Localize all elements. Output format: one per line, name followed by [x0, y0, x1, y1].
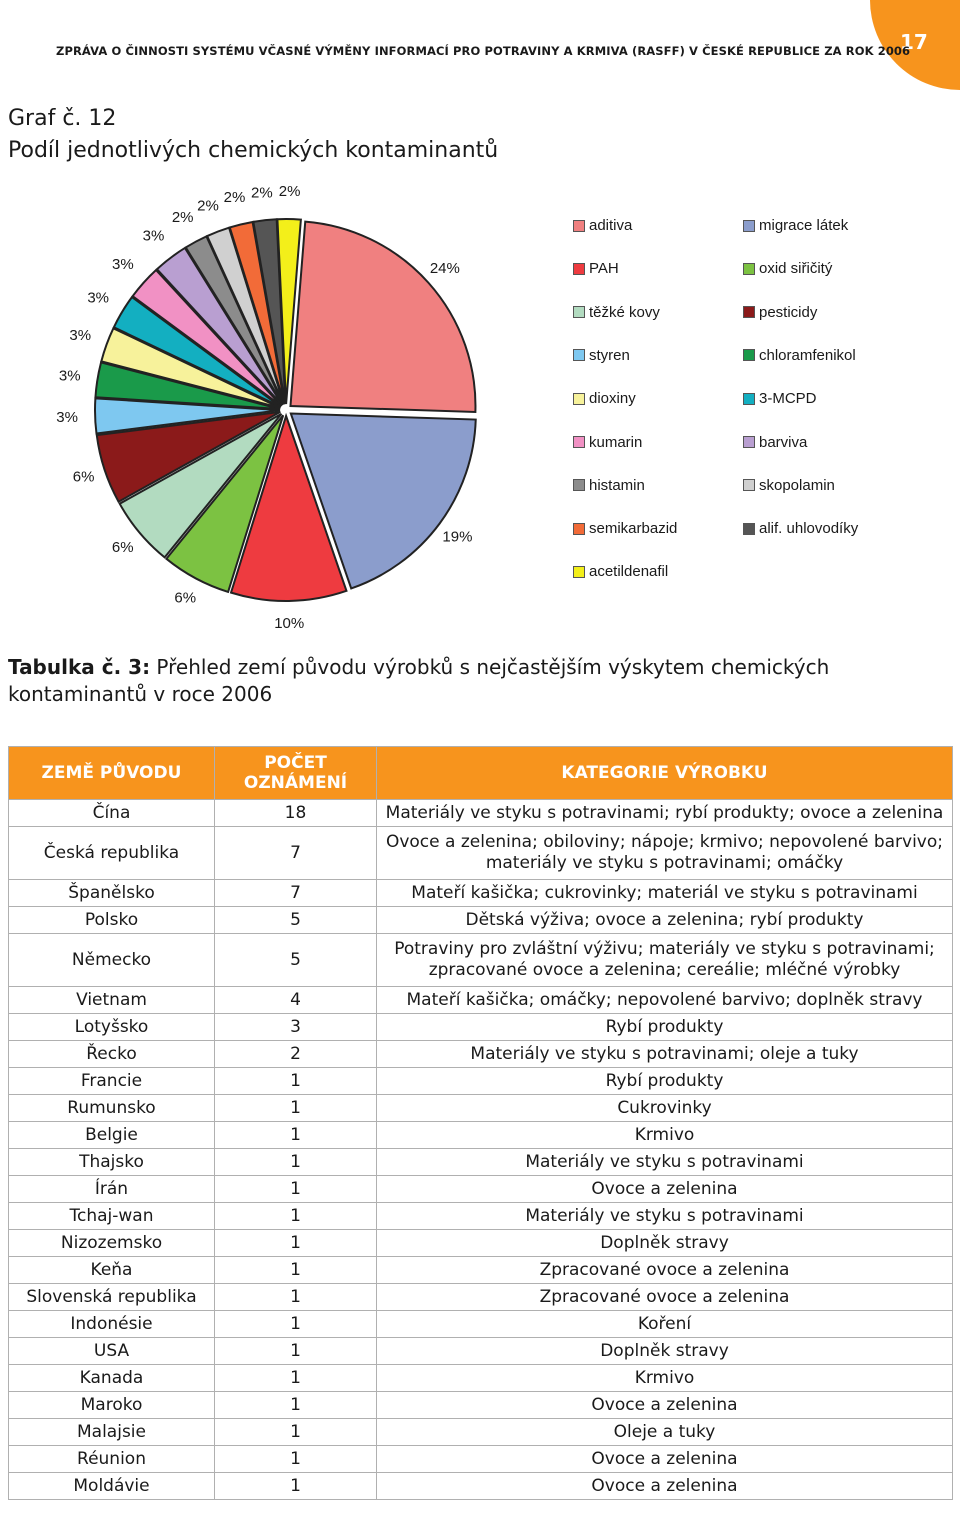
legend-label: pesticidy	[759, 303, 818, 321]
category-cell: Ovoce a zelenina	[377, 1473, 953, 1500]
country-cell: Tchaj-wan	[9, 1203, 215, 1230]
country-cell: Česká republika	[9, 827, 215, 880]
legend-item	[573, 304, 660, 321]
legend-item	[743, 477, 835, 494]
pie-value-label: 10%	[274, 614, 305, 630]
legend-item	[743, 347, 856, 364]
country-cell: Indonésie	[9, 1311, 215, 1338]
count-cell: 1	[215, 1419, 377, 1446]
category-cell: Dětská výživa; ovoce a zelenina; rybí produkty	[377, 907, 953, 934]
pie-value-label: 24%	[429, 260, 460, 278]
table-row	[9, 800, 953, 827]
legend-item	[573, 217, 632, 234]
table-row	[9, 1068, 953, 1095]
chart-number: Graf č. 12	[8, 106, 117, 131]
legend-item	[573, 563, 668, 580]
category-cell: Zpracované ovoce a zelenina	[377, 1284, 953, 1311]
table-row	[9, 1311, 953, 1338]
country-cell: Rumunsko	[9, 1095, 215, 1122]
country-cell: Kanada	[9, 1365, 215, 1392]
table-row	[9, 880, 953, 907]
table-row	[9, 1122, 953, 1149]
report-header: ZPRÁVA O ČINNOSTI SYSTÉMU VČASNÉ VÝMĚNY INFORMACÍ PRO POTRAVINY A KRMIVA (RASFF) V ČESKÉ REPUBLICE ZA ROK 2006	[56, 44, 911, 58]
count-cell: 1	[215, 1095, 377, 1122]
legend-label: dioxiny	[589, 390, 636, 408]
column-header-country: ZEMĚ PŮVODU	[9, 747, 215, 800]
count-cell: 1	[215, 1176, 377, 1203]
table-row	[9, 987, 953, 1014]
category-cell: Potraviny pro zvláštní výživu; materiály ve styku s potravinami; zpracované ovoce a zelenina; cereálie; mléčné výrobky	[377, 934, 953, 987]
legend-swatch	[743, 523, 755, 535]
legend-label: aditiva	[589, 217, 633, 234]
page-number: 17	[900, 30, 928, 54]
country-cell: Nizozemsko	[9, 1230, 215, 1257]
count-cell: 3	[215, 1014, 377, 1041]
count-cell: 18	[215, 800, 377, 827]
country-cell: Čína	[9, 800, 215, 827]
table-row	[9, 1284, 953, 1311]
count-cell: 1	[215, 1446, 377, 1473]
table-caption-label: Tabulka č. 3:	[8, 655, 151, 679]
category-cell: Doplněk stravy	[377, 1230, 953, 1257]
legend-label: acetildenafil	[589, 563, 669, 581]
legend-swatch	[573, 523, 585, 535]
country-cell: Lotyšsko	[9, 1014, 215, 1041]
category-cell: Ovoce a zelenina	[377, 1392, 953, 1419]
legend-label: kumarin	[589, 433, 643, 451]
legend-swatch	[573, 436, 585, 448]
legend-item	[573, 347, 630, 364]
country-cell: Belgie	[9, 1122, 215, 1149]
country-cell: Slovenská republika	[9, 1284, 215, 1311]
pie-value-label: 2%	[278, 183, 301, 201]
category-cell: Koření	[377, 1311, 953, 1338]
count-cell: 1	[215, 1284, 377, 1311]
table-row	[9, 1419, 953, 1446]
pie-value-label: 2%	[171, 208, 194, 226]
category-cell: Ovoce a zelenina	[377, 1446, 953, 1473]
legend-label: 3-MCPD	[759, 390, 817, 408]
legend-swatch	[743, 263, 755, 275]
category-cell: Rybí produkty	[377, 1068, 953, 1095]
legend-swatch	[573, 566, 585, 578]
legend-swatch	[743, 220, 755, 232]
table-row	[9, 1149, 953, 1176]
country-cell: Maroko	[9, 1392, 215, 1419]
category-cell: Mateří kašička; omáčky; nepovolené barvivo; doplněk stravy	[377, 987, 953, 1014]
legend-label: barviva	[759, 433, 808, 451]
pie-value-label: 19%	[442, 528, 473, 546]
country-cell: Réunion	[9, 1446, 215, 1473]
pie-value-label: 3%	[87, 289, 110, 307]
country-cell: Keňa	[9, 1257, 215, 1284]
count-cell: 2	[215, 1041, 377, 1068]
legend-item	[743, 520, 858, 537]
table-row	[9, 1230, 953, 1257]
legend-label: styren	[589, 346, 630, 364]
country-table	[8, 746, 953, 1500]
category-cell: Oleje a tuky	[377, 1419, 953, 1446]
count-cell: 5	[215, 934, 377, 987]
table-row	[9, 1095, 953, 1122]
category-cell: Rybí produkty	[377, 1014, 953, 1041]
category-cell: Materiály ve styku s potravinami	[377, 1203, 953, 1230]
legend-label: skopolamin	[759, 476, 835, 494]
pie-value-label: 3%	[58, 367, 81, 385]
country-cell: Moldávie	[9, 1473, 215, 1500]
count-cell: 1	[215, 1230, 377, 1257]
category-cell: Materiály ve styku s potravinami	[377, 1149, 953, 1176]
count-cell: 5	[215, 907, 377, 934]
count-cell: 1	[215, 1203, 377, 1230]
count-cell: 7	[215, 880, 377, 907]
country-cell: Španělsko	[9, 880, 215, 907]
table-row	[9, 1473, 953, 1500]
legend-item	[573, 434, 642, 451]
pie-value-label: 6%	[174, 589, 197, 607]
category-cell: Zpracované ovoce a zelenina	[377, 1257, 953, 1284]
count-cell: 1	[215, 1122, 377, 1149]
category-cell: Ovoce a zelenina; obiloviny; nápoje; krmivo; nepovolené barvivo; materiály ve styku s potravinami; omáčky	[377, 827, 953, 880]
legend-item	[743, 434, 807, 451]
country-cell: Francie	[9, 1068, 215, 1095]
category-cell: Materiály ve styku s potravinami; oleje a tuky	[377, 1041, 953, 1068]
legend-swatch	[743, 349, 755, 361]
legend-item	[573, 520, 677, 537]
legend-label: histamin	[589, 476, 645, 494]
table-row	[9, 827, 953, 880]
legend-label: oxid siřičitý	[759, 260, 833, 278]
legend-item	[743, 217, 848, 234]
country-cell: Thajsko	[9, 1149, 215, 1176]
country-cell: Vietnam	[9, 987, 215, 1014]
table-row	[9, 934, 953, 987]
table-row	[9, 1176, 953, 1203]
legend-swatch	[743, 479, 755, 491]
table-row	[9, 1365, 953, 1392]
pie-value-label: 3%	[142, 227, 165, 245]
pie-value-label: 3%	[56, 408, 78, 426]
count-cell: 1	[215, 1149, 377, 1176]
category-cell: Cukrovinky	[377, 1095, 953, 1122]
pie-value-label: 3%	[69, 326, 92, 344]
count-cell: 1	[215, 1473, 377, 1500]
pie-value-label: 2%	[223, 189, 246, 207]
count-cell: 1	[215, 1338, 377, 1365]
table-row	[9, 1203, 953, 1230]
legend-swatch	[743, 306, 755, 318]
table-row	[9, 1257, 953, 1284]
legend-swatch	[573, 349, 585, 361]
country-cell: USA	[9, 1338, 215, 1365]
pie-value-label: 6%	[111, 538, 134, 556]
table-caption-text: Přehled zemí původu výrobků s nejčastějším výskytem chemických kontaminantů v roce 2006	[8, 655, 830, 706]
pie-value-label: 2%	[251, 184, 273, 202]
column-header-category: KATEGORIE VÝROBKU	[377, 747, 953, 800]
country-cell: Německo	[9, 934, 215, 987]
legend-swatch	[573, 479, 585, 491]
legend-item	[743, 260, 832, 277]
category-cell: Ovoce a zelenina	[377, 1176, 953, 1203]
legend-item	[573, 260, 619, 277]
category-cell: Materiály ve styku s potravinami; rybí produkty; ovoce a zelenina	[377, 800, 953, 827]
pie-value-label: 6%	[72, 468, 95, 486]
legend-label: alif. uhlovodíky	[759, 520, 859, 538]
legend-swatch	[743, 436, 755, 448]
table-body	[9, 800, 953, 1500]
country-cell: Írán	[9, 1176, 215, 1203]
legend-label: migrace látek	[759, 217, 849, 234]
chart-title: Podíl jednotlivých chemických kontaminantů	[8, 138, 499, 163]
legend-label: PAH	[589, 260, 619, 278]
table-row	[9, 907, 953, 934]
table-caption	[8, 654, 952, 708]
count-cell: 1	[215, 1365, 377, 1392]
category-cell: Mateří kašička; cukrovinky; materiál ve styku s potravinami	[377, 880, 953, 907]
legend-swatch	[743, 393, 755, 405]
legend-label: semikarbazid	[589, 520, 678, 538]
count-cell: 1	[215, 1392, 377, 1419]
country-cell: Řecko	[9, 1041, 215, 1068]
count-cell: 1	[215, 1068, 377, 1095]
legend-swatch	[573, 306, 585, 318]
country-cell: Malajsie	[9, 1419, 215, 1446]
table-row	[9, 1041, 953, 1068]
table-row	[9, 1338, 953, 1365]
legend-item	[743, 390, 817, 407]
pie-value-label: 2%	[197, 197, 219, 215]
count-cell: 4	[215, 987, 377, 1014]
legend-swatch	[573, 263, 585, 275]
count-cell: 1	[215, 1257, 377, 1284]
count-cell: 1	[215, 1311, 377, 1338]
legend-swatch	[573, 393, 585, 405]
legend-swatch	[573, 220, 585, 232]
legend-label: chloramfenikol	[759, 346, 856, 364]
legend-item	[743, 304, 817, 321]
legend-item	[573, 477, 645, 494]
legend-item	[573, 390, 636, 407]
count-cell: 7	[215, 827, 377, 880]
country-cell: Polsko	[9, 907, 215, 934]
table-row	[9, 1392, 953, 1419]
category-cell: Krmivo	[377, 1122, 953, 1149]
column-header-count: POČET OZNÁMENÍ	[215, 747, 377, 800]
pie-value-label: 3%	[112, 255, 134, 273]
pie-slice-aditiva	[290, 222, 475, 412]
category-cell: Krmivo	[377, 1365, 953, 1392]
category-cell: Doplněk stravy	[377, 1338, 953, 1365]
table-row	[9, 1446, 953, 1473]
table-row	[9, 1014, 953, 1041]
table-header-row	[9, 747, 953, 800]
legend-label: těžké kovy	[589, 303, 660, 321]
